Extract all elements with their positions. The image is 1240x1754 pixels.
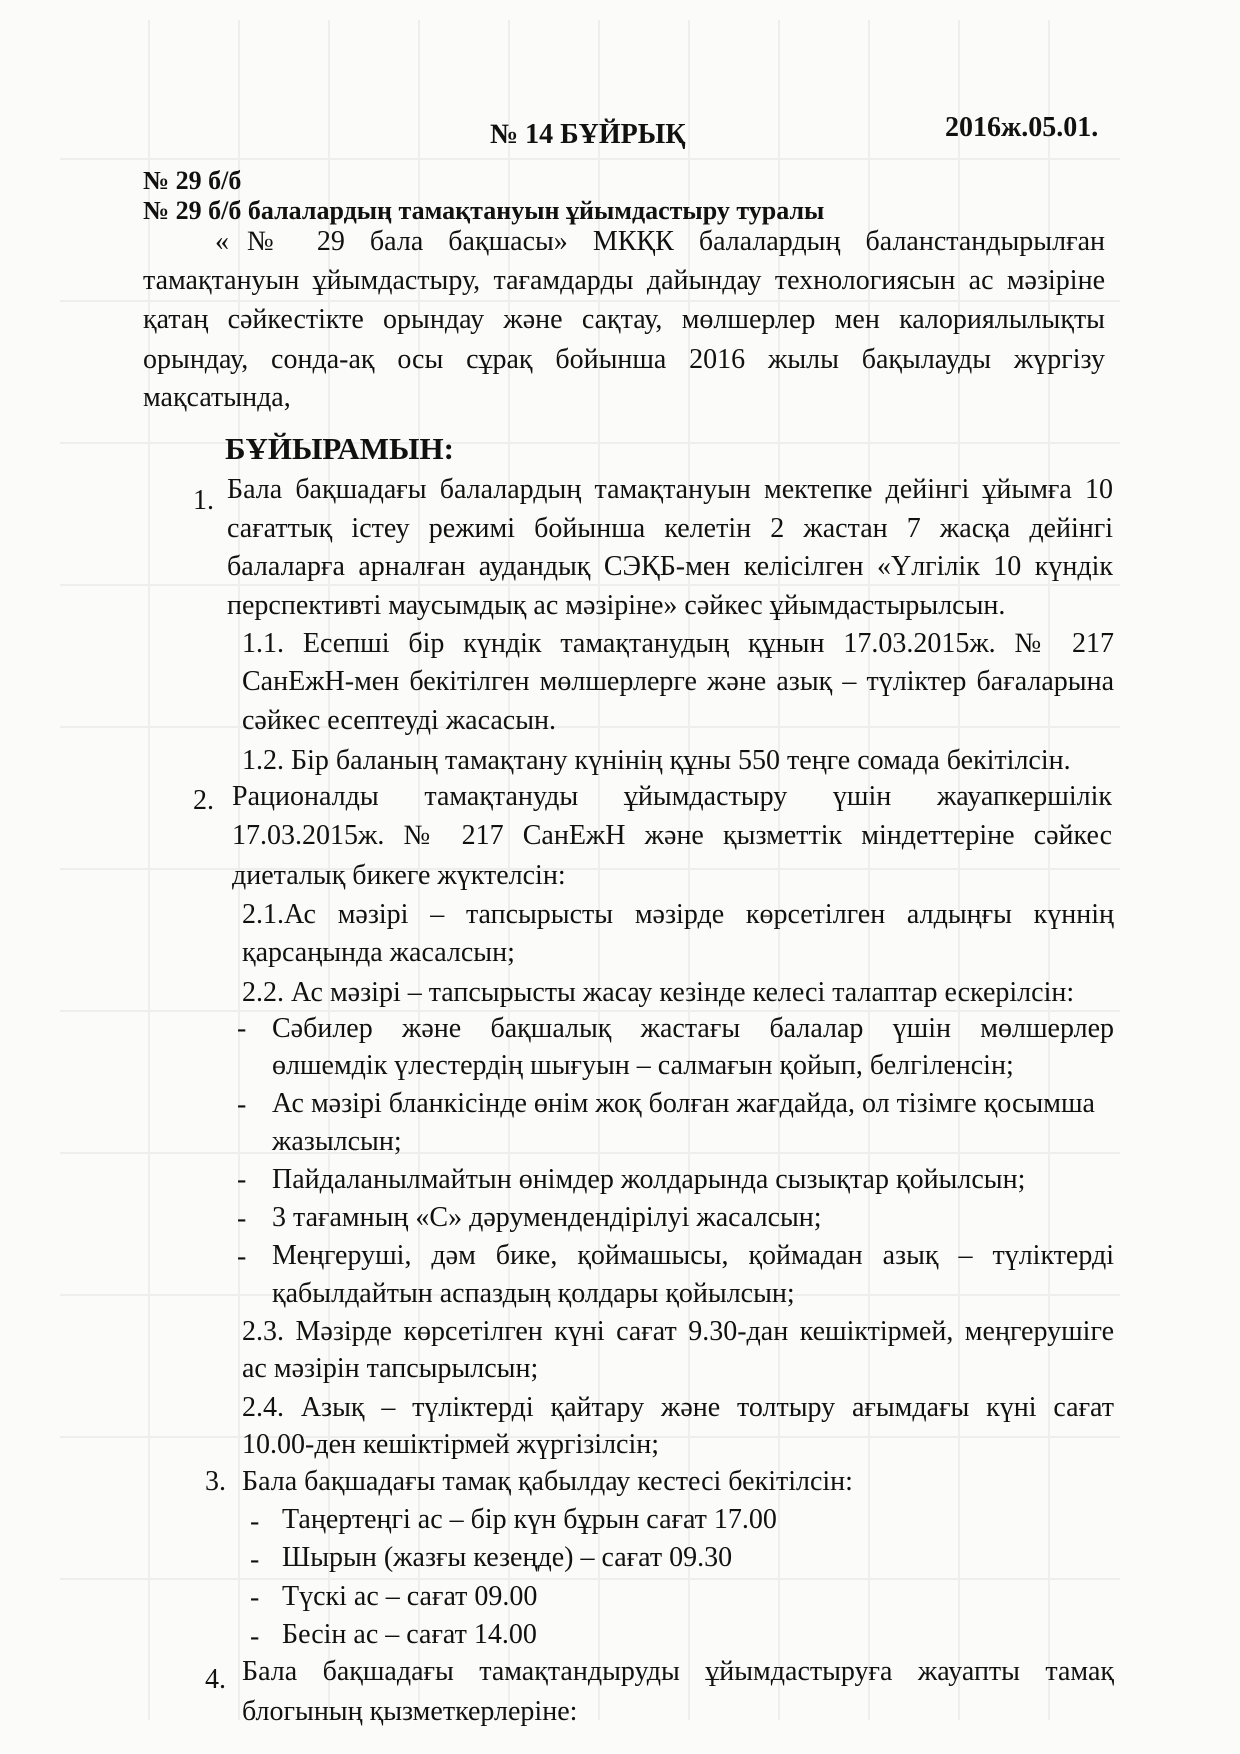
bullet-dash: - <box>237 1012 247 1044</box>
item-2-line-2: 17.03.2015ж. № 217 СанЕжН және қызметтік міндеттеріне сәйкес <box>232 820 1112 852</box>
item-2-line-1: Рационалды тамақтануды ұйымдастыру үшін жауапкершілік <box>232 781 1112 813</box>
item-1-1-line-3: сәйкес есептеуді жасасын. <box>242 705 557 737</box>
item-2-2: 2.2. Ас мәзірі – тапсырысты жасау кезінде келесі талаптар ескерілсін: <box>242 976 1075 1008</box>
item-2-bullet-1-line-1: Сәбилер және бақшалық жастағы балалар үшін мөлшерлер <box>272 1012 1114 1044</box>
bullet-dash: - <box>237 1241 247 1273</box>
item-2-3-line-2: ас мәзірін тапсырылсын; <box>242 1353 539 1385</box>
item-2-bullet-1-line-2: өлшемдік үлестердің шығуын – салмағын қойып, белгіленсін; <box>272 1050 1014 1082</box>
item-2-line-3: диеталық бикеге жүктелсін: <box>232 859 566 891</box>
heading-title: № 29 б/б балалардың тамақтануын ұйымдастыру туралы <box>143 195 825 225</box>
item-4-line-2: блогының қызметкерлеріне: <box>242 1695 578 1727</box>
item-2-bullet-4: 3 тағамның «С» дәрумендендірілуі жасалсын; <box>272 1201 822 1233</box>
item-3-bullet-4: Бесін ас – сағат 14.00 <box>282 1618 537 1650</box>
item-2-bullet-3: Пайдаланылмайтын өнімдер жолдарында сызықтар қойылсын; <box>272 1163 1026 1195</box>
item-3-bullet-3: Түскі ас – сағат 09.00 <box>282 1580 538 1612</box>
heading-number: № 29 б/б <box>143 165 242 195</box>
item-3-line: Бала бақшадағы тамақ қабылдау кестесі бекітілсін: <box>242 1465 853 1497</box>
bullet-dash: - <box>250 1620 260 1652</box>
bullet-dash: - <box>237 1088 247 1120</box>
item-4-line-1: Бала бақшадағы тамақтандыруды ұйымдастыруға жауапты тамақ <box>242 1656 1114 1688</box>
bullet-dash: - <box>250 1582 260 1614</box>
item-2-bullet-5-line-1: Меңгеруші, дәм бике, қоймашысы, қоймадан азық – түліктерді <box>272 1240 1114 1272</box>
bullet-dash: - <box>250 1505 260 1537</box>
order-date: 2016ж.05.01. <box>945 111 1099 143</box>
item-1-number: 1. <box>193 484 214 516</box>
item-1-line-3: балаларға арналған аудандық СЭҚБ-мен келісілген «Үлгілік 10 күндік <box>227 551 1113 583</box>
item-1-1-line-1: 1.1. Есепші бір күндік тамақтанудың құнын 17.03.2015ж. № 217 <box>242 627 1114 659</box>
preamble-line-5: мақсатында, <box>143 381 291 413</box>
bullet-dash: - <box>250 1544 260 1576</box>
item-2-bullet-2-line-1: Ас мәзірі бланкісінде өнім жоқ болған жағдайда, ол тізімге қосымша <box>272 1087 1095 1119</box>
item-3-number: 3. <box>205 1465 226 1497</box>
item-2-4-line-1: 2.4. Азық – түліктерді қайтару және толтыру ағымдағы күні сағат <box>242 1391 1114 1423</box>
item-3-bullet-2: Шырын (жазғы кезеңде) – сағат 09.30 <box>282 1542 733 1574</box>
item-1-line-1: Бала бақшадағы балалардың тамақтануын мектепке дейінгі ұйымға 10 <box>227 474 1113 506</box>
bullet-dash: - <box>237 1164 247 1196</box>
item-3-bullet-1: Таңертеңгі ас – бір күн бұрын сағат 17.00 <box>282 1503 777 1535</box>
preamble-line-3: қатаң сәйкестікте орындау және сақтау, мөлшерлер мен калориялылықты <box>143 304 1105 336</box>
item-1-2: 1.2. Бір баланың тамақтану күнінің құны 550 теңге сомада бекітілсін. <box>242 744 1071 776</box>
item-1-line-4: перспективті маусымдық ас мәзіріне» сәйкес ұйымдастырылсын. <box>227 590 1006 622</box>
item-2-bullet-2-line-2: жазылсын; <box>272 1126 402 1158</box>
preamble-line-2: тамақтануын ұйымдастыру, тағамдарды дайындау технологиясын ас мәзіріне <box>143 264 1105 296</box>
item-1-1-line-2: СанЕжН-мен бекітілген мөлшерлерге және азық – түліктер бағаларына <box>242 666 1114 698</box>
preamble-line-4: орындау, сонда-ақ осы сұрақ бойынша 2016 жылы бақылауды жүргізу <box>143 343 1105 375</box>
bullet-dash: - <box>237 1202 247 1234</box>
preamble-line-1: «№ 29 бала бақшасы» МКҚК балалардың баланстандырылған <box>215 225 1105 257</box>
item-1-line-2: сағаттық істеу режимі бойынша келетін 2 жастан 7 жасқа дейінгі <box>227 512 1113 544</box>
item-2-3-line-1: 2.3. Мәзірде көрсетілген күні сағат 9.30-дан кешіктірмей, меңгерушіге <box>242 1315 1114 1347</box>
item-4-number: 4. <box>205 1663 226 1695</box>
item-2-number: 2. <box>193 784 214 816</box>
order-number: № 14 БҰЙРЫҚ <box>490 119 686 151</box>
directive-title: БҰЙЫРАМЫН: <box>225 431 454 467</box>
item-2-1-line-2: қарсаңында жасалсын; <box>242 937 515 969</box>
item-2-1-line-1: 2.1.Ас мәзірі – тапсырысты мәзірде көрсетілген алдыңғы күннің <box>242 898 1114 930</box>
item-2-bullet-5-line-2: қабылдайтын аспаздың қолдары қойылсын; <box>272 1277 795 1309</box>
item-2-4-line-2: 10.00-ден кешіктірмей жүргізілсін; <box>242 1429 660 1461</box>
